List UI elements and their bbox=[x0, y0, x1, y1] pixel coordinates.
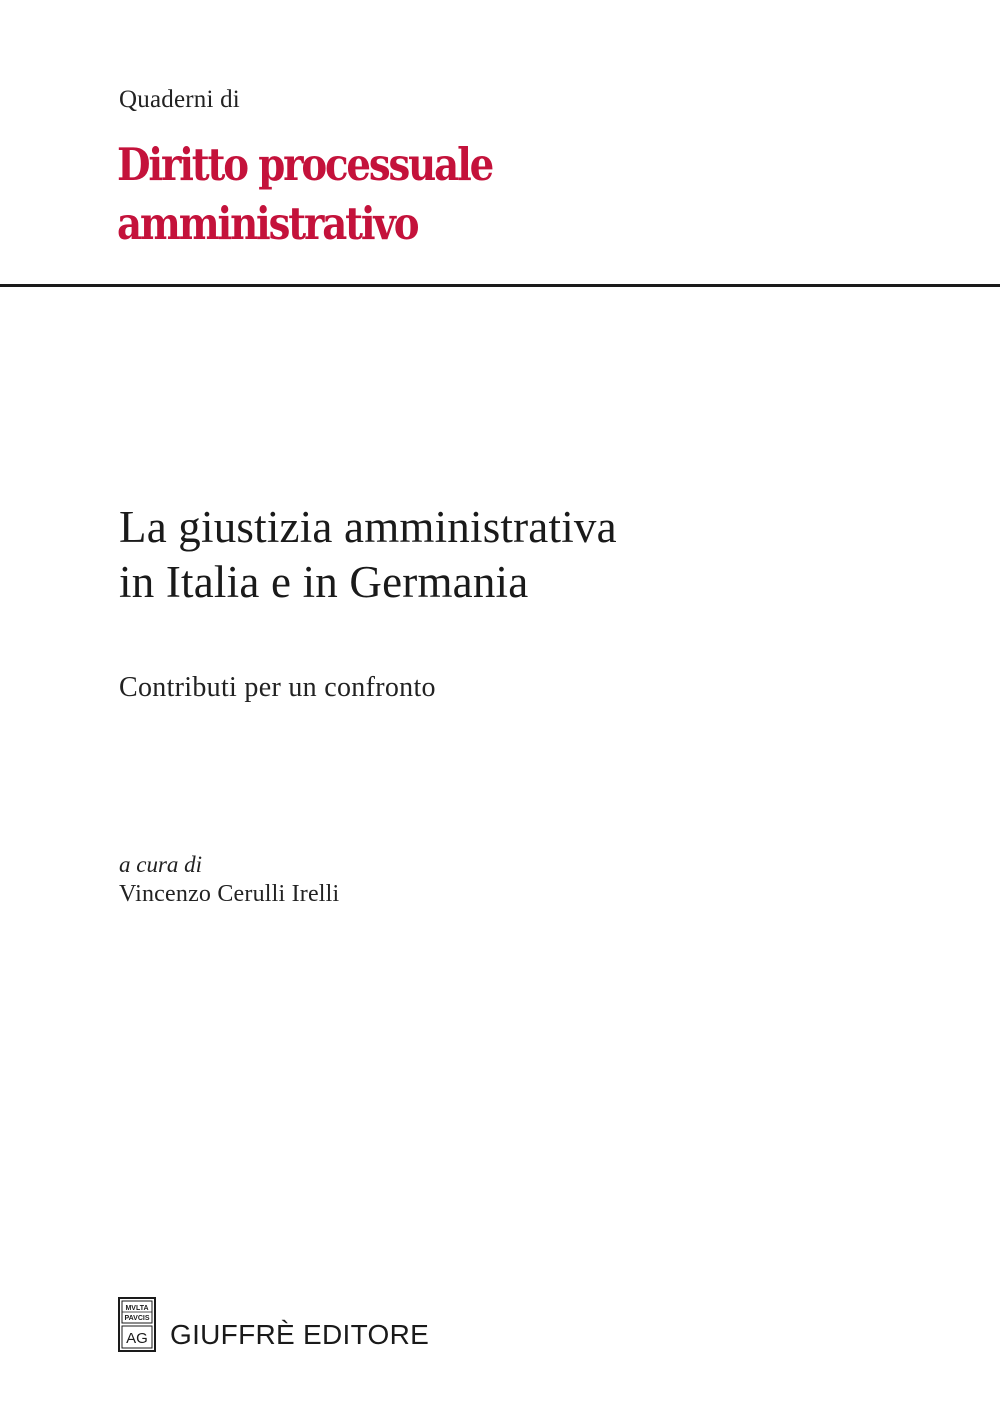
book-title-line-1: La giustizia amministrativa bbox=[119, 502, 617, 552]
series-title bbox=[117, 135, 492, 253]
emblem-text-top: MVLTA bbox=[125, 1305, 149, 1312]
publisher-emblem-icon bbox=[118, 1297, 156, 1352]
editor-name: Vincenzo Cerulli Irelli bbox=[119, 881, 340, 907]
book-subtitle: Contributi per un confronto bbox=[119, 672, 436, 703]
emblem-text-middle: PAVCIS bbox=[124, 1315, 150, 1322]
header-divider bbox=[0, 284, 1000, 287]
publisher-imprint bbox=[118, 1297, 429, 1352]
series-title-line-1: Diritto processuale bbox=[117, 138, 493, 191]
series-title-line-2: amministrativo bbox=[117, 197, 418, 250]
editor-label: a cura di bbox=[119, 852, 203, 877]
publisher-name: GIUFFRÈ EDITORE bbox=[170, 1319, 430, 1350]
book-title-line-2: in Italia e in Germania bbox=[119, 557, 529, 607]
book-title bbox=[119, 500, 617, 610]
emblem-monogram: AG bbox=[126, 1330, 148, 1347]
series-intro: Quaderni di bbox=[119, 86, 240, 113]
